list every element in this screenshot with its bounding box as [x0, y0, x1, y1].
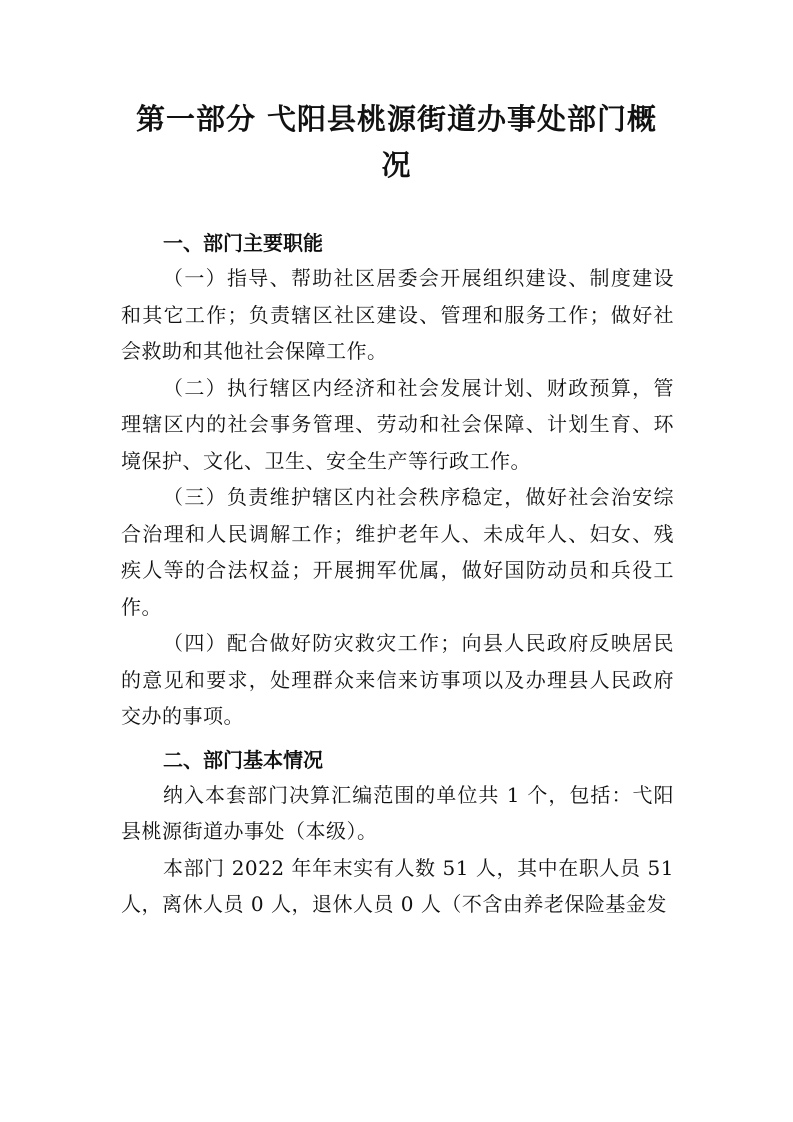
page-title [110, 96, 683, 188]
paragraph-basic-info-1: 纳入本套部门决算汇编范围的单位共 1 个，包括：弋阳县桃源街道办事处（本级）。 [121, 782, 674, 843]
document-body [121, 226, 674, 923]
paragraph-function-2: （二）执行辖区内经济和社会发展计划、财政预算，管理辖区内的社会事务管理、劳动和社会保障、计划生育、环境保护、文化、卫生、安全生产等行政工作。 [121, 375, 674, 473]
page-title-line-1: 第一部分 弋阳县桃源街道办事处部门概 [135, 102, 658, 136]
section-heading-basic-info: 二、部门基本情况 [163, 747, 323, 772]
paragraph-basic-info-2: 本部门 2022 年年末实有人数 51 人，其中在职人员 51 人，离休人员 0 人，退休人员 0 人（不含由养老保险基金发 [121, 855, 674, 916]
section-heading-functions: 一、部门主要职能 [163, 231, 323, 255]
page-title-line-2: 况 [381, 148, 412, 182]
section-gap [121, 735, 674, 743]
paragraph-function-4: （四）配合做好防灾救灾工作；向县人民政府反映居民的意见和要求，处理群众来信来访事项以及办理县人民政府交办的事项。 [121, 631, 674, 728]
paragraph-function-1: （一）指导、帮助社区居委会开展组织建设、制度建设和其它工作；负责辖区社区建设、管理和服务工作；做好社会救助和其他社会保障工作。 [121, 266, 674, 363]
paragraph-function-3: （三）负责维护辖区内社会秩序稳定，做好社会治安综合治理和人民调解工作；维护老年人、未成年人、妇女、残疾人等的合法权益；开展拥军优属，做好国防动员和兵役工作。 [121, 485, 674, 619]
